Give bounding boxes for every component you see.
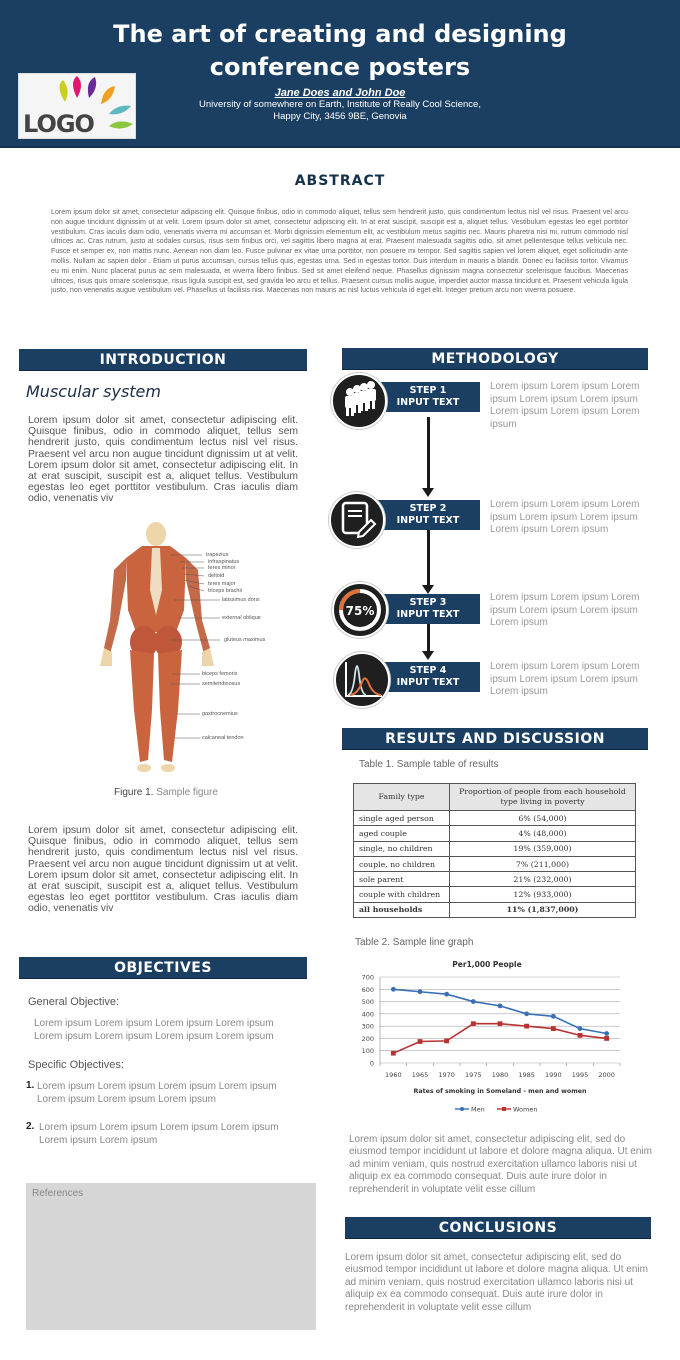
authors-text: Jane Does and John Doe bbox=[274, 87, 406, 99]
step-4-box bbox=[376, 662, 480, 692]
svg-text:1965: 1965 bbox=[411, 1071, 429, 1079]
cell-family-type: single aged person bbox=[354, 811, 450, 826]
label-external-oblique: external oblique bbox=[222, 615, 261, 621]
references-box bbox=[26, 1183, 316, 1330]
flow-arrow-2 bbox=[427, 528, 430, 586]
cell-proportion: 19% (359,000) bbox=[450, 841, 636, 856]
svg-text:1980: 1980 bbox=[491, 1071, 509, 1079]
introduction-subtitle: Muscular system bbox=[26, 382, 161, 401]
title-line-2: conference posters bbox=[209, 53, 471, 81]
abstract-title: ABSTRACT bbox=[294, 173, 386, 189]
cell-proportion: 11% (1,837,000) bbox=[450, 902, 636, 917]
logo bbox=[18, 73, 136, 139]
cell-family-type: couple, no children bbox=[354, 856, 450, 871]
cell-family-type: sole parent bbox=[354, 872, 450, 887]
label-deltoid: deltoid bbox=[208, 573, 225, 579]
step-3-title: STEP 3 bbox=[409, 597, 447, 608]
line-chart-svg bbox=[345, 955, 630, 1120]
objective-item-2: Lorem ipsum Lorem ipsum Lorem ipsum Lorem ipsum Lorem ipsum Lorem ipsum bbox=[39, 1122, 279, 1146]
label-calcaneal-tendon: calcaneal tendon bbox=[202, 735, 244, 741]
cell-proportion: 12% (933,000) bbox=[450, 887, 636, 902]
step-1-circle bbox=[331, 373, 387, 429]
flow-arrow-1 bbox=[427, 417, 430, 489]
table-header-row bbox=[354, 784, 636, 811]
svg-text:400: 400 bbox=[361, 1010, 374, 1019]
objective-number-2: 2. bbox=[26, 1121, 35, 1132]
conclusions-paragraph: Lorem ipsum dolor sit amet, consectetur adipiscing elit, sed do eiusmod tempor incididunt ut labore et dolore magna aliqua. Ut enim ad minim veniam, quis nostrud exercitation ullamco laboris nisi ut aliquip ex ea commodo consequat. Duis aute irure dolor in reprehenderit in voluptate velit esse cillum bbox=[345, 1252, 648, 1313]
table-row bbox=[354, 856, 636, 871]
svg-text:75%: 75% bbox=[345, 604, 375, 618]
svg-text:1990: 1990 bbox=[545, 1071, 562, 1079]
flow-arrow-3 bbox=[427, 622, 430, 652]
conclusions-header: CONCLUSIONS bbox=[345, 1217, 651, 1239]
svg-text:700: 700 bbox=[361, 973, 374, 982]
table-row bbox=[354, 811, 636, 826]
label-latissimus-dorsi: latissimus dorsi bbox=[222, 597, 260, 603]
objectives-header: OBJECTIVES bbox=[19, 957, 307, 979]
figure-caption-text: Sample figure bbox=[153, 787, 218, 798]
step-2-subtitle: INPUT TEXT bbox=[396, 515, 460, 526]
table-row bbox=[354, 872, 636, 887]
label-infraspinatus: infraspinatus bbox=[208, 559, 240, 565]
label-gluteus-maximus: gluteus maximus bbox=[224, 637, 266, 643]
table-row bbox=[354, 841, 636, 856]
svg-text:Per1,000 People: Per1,000 People bbox=[452, 960, 522, 969]
step-2-box bbox=[376, 500, 480, 530]
cell-family-type: aged couple bbox=[354, 826, 450, 841]
arrow-head-2 bbox=[422, 585, 434, 594]
figure-caption bbox=[114, 787, 218, 798]
table-row-total bbox=[354, 902, 636, 917]
cell-proportion: 21% (232,000) bbox=[450, 872, 636, 887]
label-teres-minor: teres minor bbox=[208, 565, 236, 571]
results-header: RESULTS AND DISCUSSION bbox=[342, 728, 648, 750]
references-label: References bbox=[32, 1188, 84, 1199]
svg-text:Rates of smoking in Someland -: Rates of smoking in Someland - men and women bbox=[413, 1088, 587, 1095]
step-1-subtitle: INPUT TEXT bbox=[396, 397, 460, 408]
table-caption: Table 1. Sample table of results bbox=[359, 759, 499, 770]
introduction-paragraph-1: Lorem ipsum dolor sit amet, consectetur adipiscing elit. Quisque finibus, odio in commodo aliquet, tellus sem hendrerit justo, quis condimentum lectus nisl vel risus. Praesent vel arcu non augue tincidunt dignissim ut at velit. Lorem ipsum dolor sit amet, consectetur adipiscing elit. In at erat suscipit, suscipit est a, aliquet tellus. Vestibulum egestas leo eget porttitor vestibulum. Cras iaculis diam odio, venenatis viv bbox=[28, 415, 298, 505]
cell-proportion: 6% (54,000) bbox=[450, 811, 636, 826]
arrow-head-1 bbox=[422, 488, 434, 497]
label-gastrocnemius: gastrocnemius bbox=[202, 711, 238, 717]
step-3-text: Lorem ipsum Lorem ipsum Lorem ipsum Lorem ipsum Lorem ipsum Lorem ipsum bbox=[490, 592, 640, 628]
cell-family-type: couple with children bbox=[354, 887, 450, 902]
label-biceps-femoris: biceps femoris bbox=[202, 671, 238, 677]
svg-text:1985: 1985 bbox=[518, 1071, 535, 1079]
svg-text:1975: 1975 bbox=[465, 1071, 482, 1079]
muscular-system-figure bbox=[100, 520, 315, 780]
arrow-head-3 bbox=[422, 651, 434, 660]
poster-header bbox=[0, 0, 680, 148]
svg-text:200: 200 bbox=[361, 1034, 374, 1043]
cell-family-type: all households bbox=[354, 902, 450, 917]
title-line-1: The art of creating and designing bbox=[113, 20, 567, 48]
objective-number-1: 1. bbox=[26, 1080, 35, 1091]
svg-text:100: 100 bbox=[361, 1047, 374, 1056]
introduction-header: INTRODUCTION bbox=[19, 349, 307, 371]
cell-proportion: 7% (211,000) bbox=[450, 856, 636, 871]
step-3-subtitle: INPUT TEXT bbox=[396, 609, 460, 620]
step-2-text: Lorem ipsum Lorem ipsum Lorem ipsum Lorem ipsum Lorem ipsum Lorem ipsum Lorem ipsum bbox=[490, 499, 640, 535]
cell-proportion: 4% (48,000) bbox=[450, 826, 636, 841]
step-4-subtitle: INPUT TEXT bbox=[396, 677, 460, 688]
abstract-body: Lorem ipsum dolor sit amet, consectetur adipiscing elit. Quisque finibus, odio in commodo aliquet, tellus sem hendrerit justo, quis condimentum lectus nisl vel risus. Praesent vel arcu non augue tincidunt dignissim ut at velit. Lorem ipsum dolor sit amet, consectetur adipiscing elit. In at erat suscipit, suscipit est a, aliquet tellus. Vestibulum egestas leo eget porttitor vestibulum. Cras iaculis diam odio, venenatis viverra mi accumsan et. Morbi dignissim elementum elit, ac vestibulum metus sagittis nec. Mauris pharetra nisi mi, rutrum commodo nisl ultrices ac. Cras rutrum, justo at sodales cursus, risus sem finibus orci, vel sagittis libero magna at erat. Praesent malesuada sagittis odio, sit amet pellentesque tellus vehicula nec. Fusce et semper ex, non mattis nunc. Aenean non diam leo. Fusce pulvinar ex vitae urna porttitor, non posuere mi tempor. Sed sagittis sapien vel lorem aliquet, eget sollicitudin ante mollis. Nullam ac sapien dolor . Etiam ut purus accumsan, cursus tellus quis, egestas urna. Sed in egestas tortor. Duis interdum in mauris a blandit. Donec eu facilisis tortor. Vivamus eu mi enim. Nunc placerat purus ac sem malesuada, et viverra libero finibus. Sed sit amet eleifend neque. Phasellus dignissim magna consectetur scelerisque faucibus. Maecenas ultrices, risus quis ornare scelerisque, risus ligula suscipit est, sed gravida leo arcu et tellus. Praesent cursus mollis augue, imperdiet auctor massa tincidunt et. Praesent vehicula ligula justo, non venenatis augue vestibulum vel. Phasellus ut facilisis nisi. Maecenas non mauris ac nisl luctus vehicula id eget elit. Integer pretium arcu non viverra posuere. bbox=[51, 208, 628, 295]
results-paragraph: Lorem ipsum dolor sit amet, consectetur adipiscing elit, sed do eiusmod tempor incididunt ut labore et dolore magna aliqua. Ut enim ad minim veniam, quis nostrud exercitation ullamco laboris nisi ut aliquip ex ea commodo consequat. Duis aute irure dolor in reprehenderit in voluptate velit esse cillum bbox=[349, 1134, 652, 1195]
people-icon bbox=[333, 375, 385, 427]
results-table bbox=[353, 783, 636, 918]
progress-75-icon bbox=[334, 584, 386, 636]
cell-family-type: single, no children bbox=[354, 841, 450, 856]
figure-caption-label: Figure 1. bbox=[114, 787, 154, 798]
label-semitendinosus: semitendinosus bbox=[202, 681, 241, 687]
affiliation-line-2: Happy City, 3456 9BE, Genovia bbox=[273, 111, 407, 122]
header-proportion: Proportion of people from each household type living in poverty bbox=[450, 784, 636, 811]
step-4-title: STEP 4 bbox=[409, 665, 447, 676]
svg-text:Women: Women bbox=[513, 1105, 538, 1114]
step-3-circle bbox=[332, 582, 388, 638]
svg-text:2000: 2000 bbox=[598, 1071, 615, 1079]
svg-text:1960: 1960 bbox=[385, 1071, 402, 1079]
objective-item-1: Lorem ipsum Lorem ipsum Lorem ipsum Lorem ipsum Lorem ipsum Lorem ipsum Lorem ipsum bbox=[37, 1081, 277, 1105]
table-row bbox=[354, 826, 636, 841]
general-objective-text: Lorem ipsum Lorem ipsum Lorem ipsum Lorem ipsum Lorem ipsum Lorem ipsum Lorem ipsum Lorem ipsum bbox=[34, 1018, 274, 1042]
step-2-title: STEP 2 bbox=[409, 503, 447, 514]
svg-text:600: 600 bbox=[361, 985, 374, 994]
svg-text:Men: Men bbox=[471, 1105, 485, 1114]
step-4-circle bbox=[334, 652, 390, 708]
distribution-chart-icon bbox=[336, 654, 388, 706]
svg-text:1995: 1995 bbox=[571, 1071, 589, 1079]
label-teres-major: teres major bbox=[208, 581, 236, 587]
step-1-text: Lorem ipsum Lorem ipsum Lorem ipsum Lorem ipsum Lorem ipsum Lorem ipsum Lorem ipsum Lorem ipsum bbox=[490, 381, 640, 430]
introduction-paragraph-2: Lorem ipsum dolor sit amet, consectetur adipiscing elit. Quisque finibus, odio in commodo aliquet, tellus sem hendrerit justo, quis condimentum lectus nisl vel risus. Praesent vel arcu non augue tincidunt dignissim ut at velit. Lorem ipsum dolor sit amet, consectetur adipiscing elit. In at erat suscipit, suscipit est a, aliquet tellus. Vestibulum egestas leo eget porttitor vestibulum. Cras iaculis diam odio, venenatis viv bbox=[28, 825, 298, 915]
line-chart bbox=[345, 955, 630, 1120]
svg-text:1970: 1970 bbox=[438, 1071, 455, 1079]
label-trapezius: trapezius bbox=[206, 552, 229, 558]
svg-text:500: 500 bbox=[361, 998, 374, 1007]
logo-text: LOGO bbox=[23, 110, 94, 138]
methodology-header: METHODOLOGY bbox=[342, 348, 648, 370]
label-triceps-brachii: triceps brachii bbox=[208, 588, 242, 594]
svg-text:0: 0 bbox=[369, 1059, 374, 1068]
step-2-circle bbox=[329, 492, 385, 548]
specific-objectives-label: Specific Objectives: bbox=[28, 1059, 124, 1071]
step-3-box bbox=[376, 594, 480, 624]
step-1-box bbox=[376, 382, 480, 412]
affiliation-line-1: University of somewhere on Earth, Institute of Really Cool Science, bbox=[199, 99, 481, 110]
document-pencil-icon bbox=[331, 494, 383, 546]
svg-text:300: 300 bbox=[361, 1022, 374, 1031]
step-1-title: STEP 1 bbox=[409, 385, 447, 396]
general-objective-label: General Objective: bbox=[28, 996, 120, 1008]
table-row bbox=[354, 887, 636, 902]
graph-caption: Table 2. Sample line graph bbox=[355, 937, 474, 948]
header-family-type: Family type bbox=[354, 784, 450, 811]
step-4-text: Lorem ipsum Lorem ipsum Lorem ipsum Lorem ipsum Lorem ipsum Lorem ipsum bbox=[490, 661, 640, 697]
